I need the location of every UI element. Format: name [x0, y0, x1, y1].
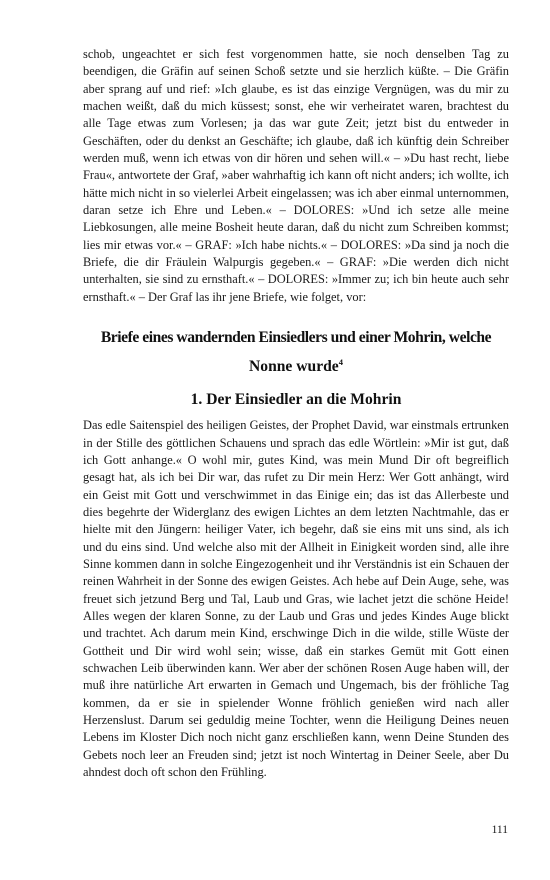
- section-title-line-1: Briefe eines wandernden Einsiedlers und einer Mohrin, welche: [100, 329, 492, 347]
- section-title-line-2-text: Nonne wurde: [249, 358, 339, 376]
- page-number: 111: [491, 824, 508, 836]
- book-page: [83, 46, 509, 781]
- chapter-paragraph: Das edle Saitenspiel des heiligen Geistes, der Prophet David, war einstmals ertrunken in der Stille des göttlichen Schauens und sprach das edle Wörtlein: »Mir ist gut, daß ich Gott anhange.« O wohl mir, gutes Kind, was mein Mund Dir oft begreiflich gesagt hat, als ich bei Dir war, das rufet zu Dir mein Herz: Wer Gott anhängt, wird ein Geist mit Gott und verschwimmet in das Einige ein; das ist das Allerbeste und dies begehrte der Widerglanz des ewigen Lichtes an dem letzten Nachtmahle, das er hielte mit den Jüngern: heiliger Vater, ich begehr, daß sie eins mit uns sind, als ich und du eins sind. Und welche also mit der Allheit in Einigkeit worden sind, alle ihre Sinne kommen dann in solche Eingezogenheit und ihr Verständnis ist ein Schauen der reinen Wahrheit in der Sonne des ewigen Geistes. Ach hebe auf Dein Auge, sehe, was freuet sich jetzund Berg und Tal, Laub und Gras, wie lachet jetzt die schöne Heide! Alles wegen der klaren Sonne, zu der Laub und Gras und jedes Kindes Auge blickt und trachtet. Ach darum mein Kind, erschwinge Dich in die wilde, stille Wüste der Gottheit und Dir wird wohl sein; wisse, daß ein starkes Gemüt mit Gott einen schwachen Leib überwinden kann. Wer aber der schönen Rosen Auge haben will, der muß ihre natürliche Art erwarten in Gemach und Ungemach, bis der fröhliche Tag kommen, da er sie in spielender Wonne fröhlich genießen wird nach aller Herzenslust. Darum sei geduldig meine Tochter, wenn die Heiligung Deines neuen Lebens im Kloster Dich noch nicht ganz erschließen kann, wenn Deine Stunden des Gebets noch leer an Freuden sind; jetzt ist noch Wintertag in Deiner Seele, aber Du ahndest doch oft schon den Frühling.: [83, 418, 509, 780]
- intro-paragraph: schob, ungeachtet er sich fest vorgenommen hatte, sie noch denselben Tag zu beendigen, die Gräfin auf seinen Schoß setzte und sie herzlich küßte. – Die Gräfin aber sprang auf und rief: »Ich glaube, es ist das einzige Vergnügen, was du mir zu machen weißt, daß du mich küssest; sonst, ehe wir verheiratet waren, brachtest du alle Tage etwas zum Vorlesen; ja das war gute Zeit; jetzt bist du entweder in Geschäften, oder du denkst an Geschäfte; ich glaube, daß ich künftig dein Schreiber werden muß, wenn ich etwas von dir hören und sehen will.« – »Du hast recht, liebe Frau«, antwortete der Graf, »aber wahrhaftig ich kann oft nicht anders; ich wollte, ich hätte mich nicht in so vielerlei Arbeit eingelassen; was ich aber einmal unternommen, daran setze ich Ehre und Leben.« – DOLORES: »Und ich setze alle meine Liebkosungen, alle meine Bosheit heute daran, daß du nicht zum Schreiben kommst; lies mir etwas vor.« – GRAF: »Ich habe nichts.« – DOLORES: »Da sind ja noch die Briefe, die dir Fräulein Walpurgis gegeben.« – GRAF: »Die werden dich nicht unterhalten, sie sind zu ernsthaft.« – DOLORES: »Immer zu; ich bin heute auch sehr ernsthaft.« – Der Graf las ihr jene Briefe, wie folget, vor:: [83, 47, 509, 304]
- footnote-marker: 4: [338, 356, 343, 367]
- section-title-line-2: [83, 354, 509, 379]
- chapter-title: 1. Der Einsiedler an die Mohrin: [190, 391, 402, 409]
